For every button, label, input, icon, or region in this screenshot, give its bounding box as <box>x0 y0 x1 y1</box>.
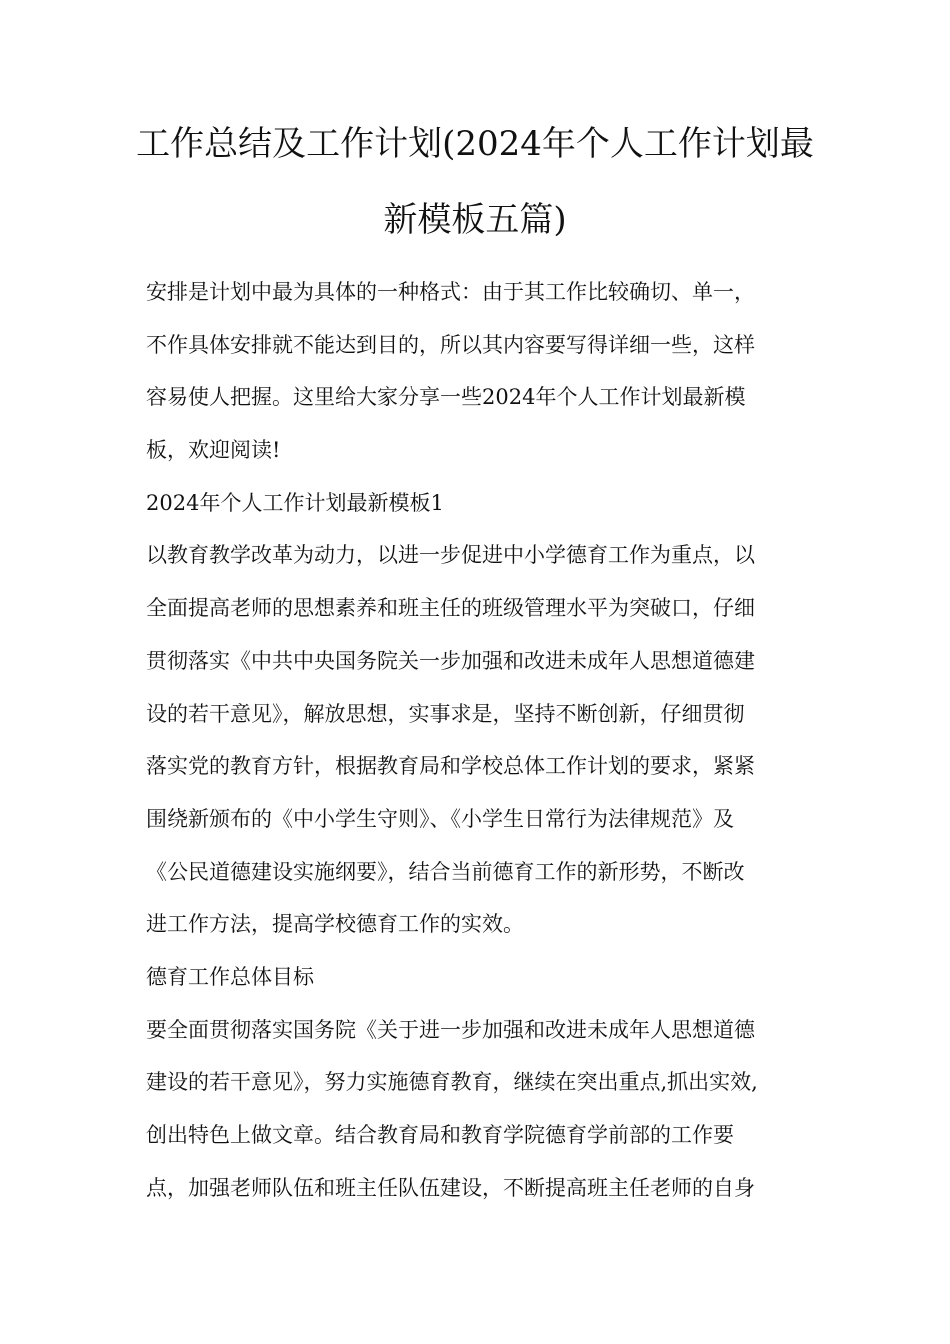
body-line: 落实党的教育方针，根据教育局和学校总体工作计划的要求，紧紧 <box>146 754 755 779</box>
document-title-line-1 <box>0 124 950 164</box>
section-heading: 2024年个人工作计划最新模板1 <box>146 490 444 515</box>
body-line: 容易使人把握。这里给大家分享一些2024年个人工作计划最新模 <box>146 385 746 410</box>
body-line: 贯彻落实《中共中央国务院关一步加强和改进未成年人思想道德建 <box>146 648 755 673</box>
body-line: 安排是计划中最为具体的一种格式：由于其工作比较确切、单一， <box>146 280 755 304</box>
body-line: 全面提高老师的思想素养和班主任的班级管理水平为突破口，仔细 <box>146 596 755 621</box>
body-line: 《公民道德建设实施纲要》，结合当前德育工作的新形势，不断改 <box>146 859 745 884</box>
body-line: 建设的若干意见》，努力实施德育教育，继续在突出重点,抓出实效, <box>146 1070 758 1095</box>
body-line: 以教育教学改革为动力，以进一步促进中小学德育工作为重点，以 <box>146 543 755 568</box>
body-line: 围绕新颁布的《中小学生守则》、《小学生日常行为法律规范》及 <box>146 806 734 831</box>
document-title-text-2: 新模板五篇) <box>383 200 567 240</box>
body-line: 要全面贯彻落实国务院《关于进一步加强和改进未成年人思想道德 <box>146 1017 755 1042</box>
document-title-line-2 <box>0 200 950 240</box>
body-line: 创出特色上做文章。结合教育局和教育学院德育学前部的工作要 <box>146 1123 734 1147</box>
body-line: 板，欢迎阅读! <box>146 438 281 463</box>
body-line: 设的若干意见》，解放思想，实事求是，坚持不断创新，仔细贯彻 <box>146 701 745 726</box>
body-line: 点，加强老师队伍和班主任队伍建设，不断提高班主任老师的自身 <box>146 1175 755 1200</box>
document-body <box>146 266 816 1214</box>
document-title-text-1: 工作总结及工作计划(2024年个人工作计划最 <box>136 124 814 164</box>
body-line: 不作具体安排就不能达到目的，所以其内容要写得详细一些，这样 <box>146 332 755 357</box>
section-heading: 德育工作总体目标 <box>146 964 314 989</box>
body-line: 进工作方法，提高学校德育工作的实效。 <box>146 912 524 937</box>
